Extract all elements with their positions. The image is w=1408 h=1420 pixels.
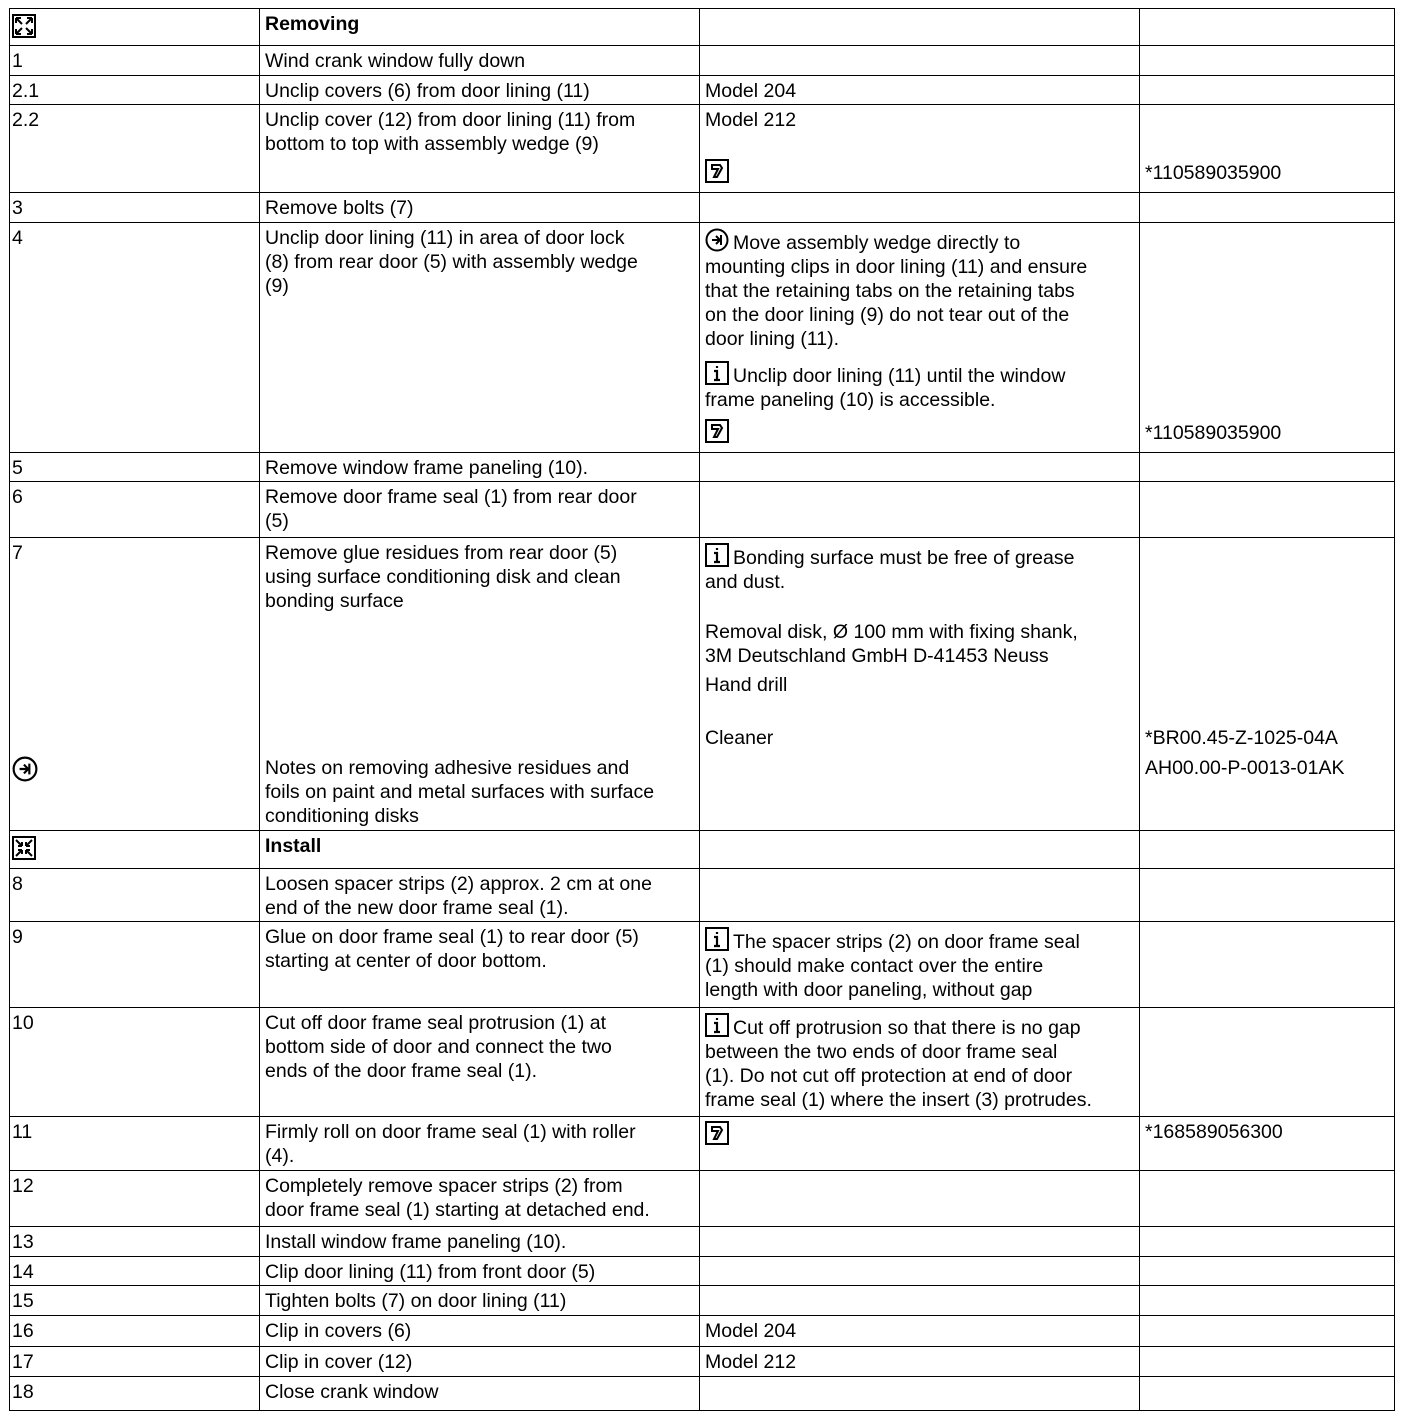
step-text: Completely remove spacer strips (2) from door frame seal (1) starting at detached end. [260,1171,700,1227]
tool-icon [705,419,729,443]
empty-cell [1140,482,1395,538]
empty-cell [700,193,1140,223]
removing-title: Removing [260,9,700,46]
step-text: Close crank window [260,1377,700,1411]
empty-cell [1140,1286,1395,1316]
empty-cell [1140,1316,1395,1347]
empty-cell [700,1286,1140,1316]
step-text: Remove glue residues from rear door (5) using surface conditioning disk and clean bonding surface Notes on removing adhesive residues and foils on paint and metal surfaces with surface conditioning disks [260,538,700,831]
step-number: 15 [10,1286,260,1316]
empty-cell [1140,1377,1395,1411]
part-number: *110589035900 [1145,162,1282,184]
info-icon [705,1013,729,1037]
empty-cell [1140,1008,1395,1117]
step-number: 13 [10,1227,260,1257]
part-number: *168589056300 [1140,1117,1395,1171]
removing-icon-cell [10,9,260,46]
model-note-cell [700,105,1140,193]
reference-arrow-icon [12,756,38,782]
empty-cell [1140,76,1395,105]
tool-icon [705,159,729,183]
step-number: 17 [10,1347,260,1377]
info-text: Unclip door lining (11) until the window [733,365,1066,387]
empty-cell [700,1377,1140,1411]
model-note: Model 212 [705,109,797,131]
info-icon [705,927,729,951]
step-number: 2.1 [10,76,260,105]
step-number: 4 [10,223,260,453]
info-text: The spacer strips (2) on door frame seal [733,931,1080,953]
step-number: 3 [10,193,260,223]
empty-cell [1140,1347,1395,1377]
tool-cell [700,1117,1140,1171]
info-text: Cut off protrusion so that there is no gap [733,1017,1081,1039]
step-text: Unclip covers (6) from door lining (11) [260,76,700,105]
empty-cell [700,453,1140,482]
part-number-cell [1140,538,1395,831]
empty-cell [700,46,1140,76]
model-note: Model 204 [700,76,1140,105]
part-number: *110589035900 [1145,422,1282,444]
step-text: Cut off door frame seal protrusion (1) at bottom side of door and connect the two ends of the door frame seal (1). [260,1008,700,1117]
part-number-cell [1140,223,1395,453]
notes-cell: Move assembly wedge directly to mounting clips in door lining (11) and ensure that the retaining tabs on the retaining tabs on the door lining (9) do not tear out of the door lining (11). Unclip door lining (11) until the window frame paneling (10) is accessible. [700,223,1140,453]
cleaner-text: Cleaner [705,727,774,749]
install-icon-cell [10,831,260,869]
empty-cell [1140,831,1395,869]
step-number-cell [10,538,260,831]
info-icon [705,543,729,567]
empty-cell [700,831,1140,869]
empty-cell [700,1171,1140,1227]
expand-arrows-icon [12,14,36,38]
step-number: 11 [10,1117,260,1171]
part-number-cell [1140,105,1395,193]
empty-cell [700,482,1140,538]
empty-cell [700,1227,1140,1257]
compress-arrows-icon [12,836,36,860]
empty-cell [1140,922,1395,1008]
hand-drill-text: Hand drill [705,674,788,696]
empty-cell [700,9,1140,46]
step-number: 6 [10,482,260,538]
empty-cell [1140,1171,1395,1227]
step-text: Tighten bolts (7) on door lining (11) [260,1286,700,1316]
step-text: Wind crank window fully down [260,46,700,76]
notes-cell: Cut off protrusion so that there is no gap between the two ends of door frame seal (1). Do not cut off protection at end of door frame seal (1) where the insert (3) protrudes. [700,1008,1140,1117]
empty-cell [700,1257,1140,1286]
step-number: 5 [10,453,260,482]
reference-text: Notes on removing adhesive residues and foils on paint and metal surfaces with surface conditioning disks [265,757,655,827]
step-number: 12 [10,1171,260,1227]
step-number: 9 [10,922,260,1008]
empty-cell [1140,869,1395,922]
step-text: Remove door frame seal (1) from rear door (5) [260,482,700,538]
step-text: Loosen spacer strips (2) approx. 2 cm at one end of the new door frame seal (1). [260,869,700,922]
procedure-table [9,8,1395,1411]
step-text: Clip in covers (6) [260,1316,700,1347]
step-number: 8 [10,869,260,922]
step-text: Glue on door frame seal (1) to rear door (5) starting at center of door bottom. [260,922,700,1008]
step-text: Remove bolts (7) [260,193,700,223]
step-number: 18 [10,1377,260,1411]
empty-cell [700,869,1140,922]
step-number: 2.2 [10,105,260,193]
empty-cell [1140,9,1395,46]
disk-description: Removal disk, Ø 100 mm with fixing shank, 3M Deutschland GmbH D-41453 Neuss [705,621,1078,667]
empty-cell [1140,1227,1395,1257]
info-text: Bonding surface must be free of grease [733,547,1075,569]
step-text: Clip in cover (12) [260,1347,700,1377]
step-text: Firmly roll on door frame seal (1) with roller (4). [260,1117,700,1171]
empty-cell [1140,193,1395,223]
step-text: Remove window frame paneling (10). [260,453,700,482]
install-title: Install [260,831,700,869]
notes-cell: The spacer strips (2) on door frame seal (1) should make contact over the entire length with door paneling, without gap [700,922,1140,1008]
cleaner-part-number: *BR00.45-Z-1025-04A [1145,727,1338,749]
step-text: Unclip door lining (11) in area of door lock (8) from rear door (5) with assembly wedge (9) [260,223,700,453]
info-icon [705,361,729,385]
step-text: Clip door lining (11) from front door (5) [260,1257,700,1286]
warning-arrow-icon [705,228,729,252]
empty-cell [1140,453,1395,482]
step-number: 7 [12,542,23,564]
empty-cell [1140,1257,1395,1286]
notes-cell: Bonding surface must be free of grease and dust. Removal disk, Ø 100 mm with fixing shank, 3M Deutschland GmbH D-41453 Neuss Hand drill Cleaner [700,538,1140,831]
warning-text: Move assembly wedge directly to [733,232,1021,254]
model-note: Model 204 [700,1316,1140,1347]
tool-icon [705,1121,729,1145]
empty-cell [1140,46,1395,76]
step-text: Unclip cover (12) from door lining (11) from bottom to top with assembly wedge (9) [260,105,700,193]
reference-document: AH00.00-P-0013-01AK [1145,757,1345,779]
step-text: Install window frame paneling (10). [260,1227,700,1257]
model-note: Model 212 [700,1347,1140,1377]
step-number: 10 [10,1008,260,1117]
step-number: 1 [10,46,260,76]
step-number: 14 [10,1257,260,1286]
step-number: 16 [10,1316,260,1347]
